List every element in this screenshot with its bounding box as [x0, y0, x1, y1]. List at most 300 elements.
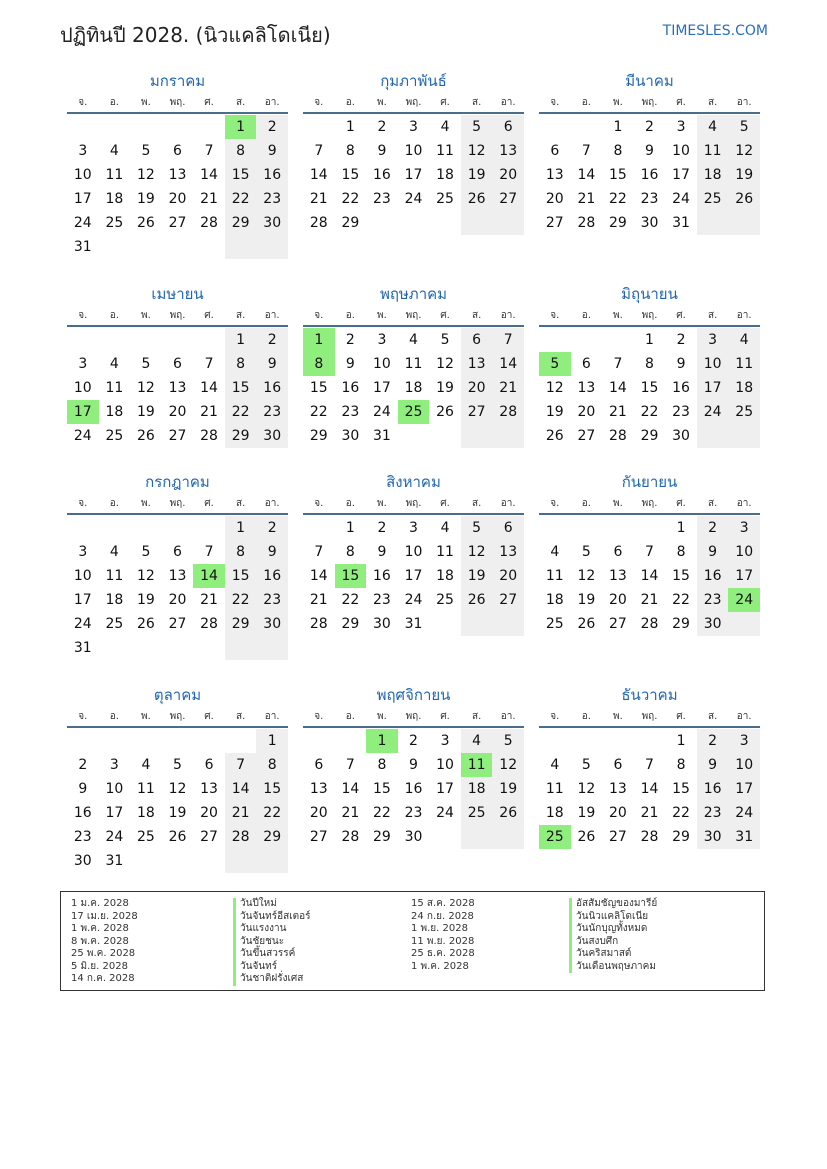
- day-cell: 17: [728, 564, 760, 588]
- day-cell: 23: [404, 805, 423, 821]
- day-cell: 10: [73, 167, 92, 183]
- day-cell: 29: [672, 616, 690, 632]
- day-cell: 1: [645, 332, 654, 348]
- day-cell: 28: [200, 428, 218, 444]
- legend-date: 1 พ.ย. 2028: [411, 923, 468, 934]
- day-cell: 1: [676, 520, 686, 536]
- empty-cell: [539, 115, 571, 139]
- day-cell: 23: [697, 801, 729, 825]
- empty-cell: [256, 849, 288, 873]
- day-cell: 21: [341, 805, 360, 821]
- day-cell: 30: [672, 428, 690, 444]
- weekday-label: อ.: [345, 96, 355, 108]
- weekday-label: ศ.: [440, 710, 450, 722]
- day-cell: 1: [613, 119, 623, 135]
- day-cell: 2: [345, 332, 355, 348]
- weekday-label: พฤ.: [169, 96, 186, 108]
- day-cell: 6: [581, 356, 591, 372]
- day-cell: 6: [461, 328, 493, 352]
- day-cell: 4: [109, 143, 119, 159]
- day-cell: 25: [728, 400, 760, 424]
- day-cell: 24: [73, 428, 92, 444]
- legend-date: 11 พ.ย. 2028: [411, 935, 475, 947]
- day-cell: 28: [309, 616, 328, 632]
- day-cell: 13: [609, 568, 627, 584]
- day-cell: 16: [672, 380, 690, 396]
- day-cell: 21: [200, 592, 218, 608]
- day-cell: 16: [341, 380, 360, 396]
- day-cell: 17: [436, 781, 454, 797]
- day-cell: 5: [492, 729, 524, 753]
- legend-date: 25 พ.ค. 2028: [71, 948, 136, 959]
- day-cell: 27: [461, 400, 493, 424]
- day-cell: 14: [341, 781, 360, 797]
- empty-cell: [571, 115, 603, 139]
- day-cell: 3: [78, 143, 88, 159]
- day-cell: 21: [200, 191, 218, 207]
- empty-cell: [429, 612, 461, 636]
- legend-holiday-name: วันเดือนพฤษภาคม: [569, 961, 657, 974]
- weekday-label: พ.: [141, 497, 151, 509]
- day-cell: 28: [225, 825, 257, 849]
- day-cell: 3: [697, 328, 729, 352]
- day-cell: 23: [256, 588, 288, 612]
- day-cell: 23: [373, 592, 391, 608]
- day-cell: 22: [225, 187, 257, 211]
- weekday-label: พฤ.: [405, 309, 422, 321]
- day-cell: 23: [256, 187, 288, 211]
- day-cell: 17: [728, 777, 760, 801]
- day-cell: 5: [141, 356, 151, 372]
- empty-cell: [366, 211, 398, 235]
- day-cell: 29: [373, 829, 391, 845]
- day-cell: 1: [676, 733, 686, 749]
- day-cell: 8: [345, 143, 355, 159]
- weekday-header: [67, 493, 288, 515]
- day-cell: 1: [225, 115, 257, 139]
- day-cell: 15: [225, 163, 257, 187]
- weekday-label: พฤ.: [641, 710, 658, 722]
- empty-cell: [461, 612, 493, 636]
- month-block: [303, 684, 524, 849]
- day-cell: 1: [303, 328, 335, 352]
- empty-cell: [225, 849, 257, 873]
- day-cell: 29: [341, 215, 360, 231]
- day-cell: 16: [256, 163, 288, 187]
- day-cell: 24: [373, 404, 391, 420]
- legend-date: 5 มิ.ย. 2028: [71, 960, 128, 972]
- day-cell: 5: [728, 115, 760, 139]
- empty-cell: [99, 115, 131, 139]
- weekday-header: [303, 493, 524, 515]
- day-cell: 9: [78, 781, 88, 797]
- day-grid: [67, 115, 288, 259]
- day-cell: 12: [168, 781, 187, 797]
- day-cell: 9: [256, 540, 288, 564]
- day-cell: 2: [377, 119, 387, 135]
- weekday-label: อ.: [109, 309, 119, 321]
- day-cell: 22: [672, 805, 690, 821]
- empty-cell: [67, 115, 99, 139]
- day-cell: 10: [404, 143, 423, 159]
- day-cell: 18: [105, 404, 124, 420]
- day-cell: 15: [373, 781, 391, 797]
- weekday-header: [539, 305, 760, 327]
- empty-cell: [256, 636, 288, 660]
- day-cell: 20: [200, 805, 218, 821]
- weekday-label: ส.: [471, 96, 482, 108]
- weekday-label: อา.: [500, 710, 516, 722]
- day-cell: 9: [409, 757, 418, 773]
- legend-date: 14 ก.ค. 2028: [71, 973, 135, 984]
- day-cell: 5: [581, 544, 591, 560]
- day-grid: [303, 516, 524, 636]
- day-cell: 19: [728, 163, 760, 187]
- day-cell: 11: [697, 139, 729, 163]
- month-block: [539, 70, 760, 235]
- day-cell: 10: [672, 143, 690, 159]
- day-cell: 7: [645, 757, 654, 773]
- day-cell: 27: [577, 428, 596, 444]
- day-cell: 20: [492, 163, 524, 187]
- day-cell: 10: [373, 356, 391, 372]
- empty-cell: [162, 636, 194, 660]
- day-cell: 14: [640, 781, 659, 797]
- day-cell: 15: [672, 568, 690, 584]
- day-cell: 18: [404, 380, 423, 396]
- legend-holiday-name: วันนิวแคลิโดเนีย: [569, 911, 657, 924]
- empty-cell: [634, 516, 666, 540]
- day-cell: 28: [492, 400, 524, 424]
- day-cell: 12: [461, 139, 493, 163]
- day-cell: 7: [314, 143, 324, 159]
- day-cell: 4: [550, 544, 560, 560]
- weekday-label: พฤ.: [641, 96, 658, 108]
- empty-cell: [335, 729, 367, 753]
- empty-cell: [539, 516, 571, 540]
- day-cell: 20: [461, 376, 493, 400]
- day-cell: 6: [613, 757, 623, 773]
- day-cell: 2: [256, 516, 288, 540]
- day-cell: 23: [373, 191, 391, 207]
- day-cell: 19: [545, 404, 564, 420]
- empty-cell: [571, 328, 603, 352]
- empty-cell: [99, 636, 131, 660]
- day-cell: 1: [366, 729, 398, 753]
- day-cell: 30: [697, 825, 729, 849]
- weekday-label: ส.: [235, 96, 246, 108]
- day-cell: 11: [105, 167, 124, 183]
- month-name: พฤษภาคม: [379, 285, 448, 303]
- day-grid: [539, 328, 760, 448]
- weekday-label: จ.: [314, 710, 324, 722]
- weekday-label: พ.: [377, 96, 387, 108]
- day-cell: 26: [436, 404, 454, 420]
- day-cell: 18: [436, 167, 454, 183]
- weekday-label: ส.: [707, 497, 718, 509]
- weekday-label: พ.: [613, 309, 623, 321]
- empty-cell: [492, 211, 524, 235]
- month-block: [67, 471, 288, 660]
- day-cell: 13: [609, 781, 627, 797]
- empty-cell: [492, 612, 524, 636]
- day-cell: 12: [461, 540, 493, 564]
- day-cell: 31: [73, 239, 92, 255]
- day-cell: 22: [373, 805, 391, 821]
- day-cell: 9: [377, 143, 387, 159]
- weekday-label: อ.: [345, 710, 355, 722]
- day-cell: 10: [728, 540, 760, 564]
- weekday-label: ศ.: [676, 497, 686, 509]
- legend-date: 1 พ.ค. 2028: [411, 960, 469, 972]
- legend-holiday-name: วันคริสมาสต์: [569, 948, 657, 961]
- day-cell: 8: [676, 757, 686, 773]
- day-cell: 14: [309, 568, 328, 584]
- weekday-label: พฤ.: [169, 497, 186, 509]
- day-cell: 27: [492, 187, 524, 211]
- day-cell: 24: [404, 191, 423, 207]
- day-cell: 12: [492, 753, 524, 777]
- day-cell: 26: [461, 187, 493, 211]
- month-name: มิถุนายน: [621, 285, 678, 303]
- day-cell: 19: [577, 805, 596, 821]
- day-cell: 25: [398, 400, 430, 424]
- weekday-label: อา.: [264, 497, 280, 509]
- weekday-label: จ.: [314, 497, 324, 509]
- day-cell: 25: [436, 191, 454, 207]
- legend-holiday-name: วันขึ้นสวรรค์: [233, 948, 311, 961]
- day-grid: [539, 516, 760, 636]
- weekday-label: จ.: [78, 96, 88, 108]
- weekday-label: จ.: [550, 497, 560, 509]
- empty-cell: [162, 328, 194, 352]
- day-cell: 23: [672, 404, 690, 420]
- day-cell: 28: [200, 215, 218, 231]
- day-cell: 23: [341, 404, 360, 420]
- day-cell: 23: [640, 191, 659, 207]
- empty-cell: [602, 328, 634, 352]
- day-cell: 14: [309, 167, 328, 183]
- day-cell: 25: [105, 215, 124, 231]
- day-cell: 13: [492, 139, 524, 163]
- day-cell: 11: [105, 568, 124, 584]
- day-cell: 2: [256, 115, 288, 139]
- weekday-label: จ.: [550, 96, 560, 108]
- weekday-label: พฤ.: [169, 309, 186, 321]
- month-name: พฤศจิกายน: [376, 686, 451, 704]
- day-cell: 3: [728, 516, 760, 540]
- day-cell: 18: [545, 592, 564, 608]
- day-cell: 19: [461, 163, 493, 187]
- empty-cell: [99, 729, 131, 753]
- day-cell: 11: [728, 352, 760, 376]
- day-cell: 17: [697, 376, 729, 400]
- weekday-label: อา.: [500, 96, 516, 108]
- day-cell: 28: [640, 616, 659, 632]
- legend-date: 17 เม.ย. 2028: [71, 910, 138, 922]
- weekday-header: [303, 706, 524, 728]
- day-grid: [303, 115, 524, 235]
- day-cell: 10: [404, 544, 423, 560]
- weekday-label: จ.: [78, 710, 88, 722]
- day-cell: 4: [109, 544, 119, 560]
- day-cell: 14: [193, 564, 225, 588]
- day-cell: 7: [581, 143, 591, 159]
- day-cell: 22: [640, 404, 659, 420]
- day-cell: 20: [577, 404, 596, 420]
- empty-cell: [162, 849, 194, 873]
- day-cell: 25: [105, 616, 124, 632]
- day-cell: 12: [137, 380, 155, 396]
- day-cell: 16: [256, 376, 288, 400]
- day-cell: 29: [341, 616, 360, 632]
- weekday-label: พฤ.: [641, 497, 658, 509]
- day-cell: 31: [404, 616, 423, 632]
- weekday-label: อ.: [345, 309, 355, 321]
- day-cell: 30: [341, 428, 360, 444]
- day-cell: 25: [436, 592, 454, 608]
- weekday-label: จ.: [314, 96, 324, 108]
- month-block: [539, 471, 760, 636]
- day-cell: 29: [256, 825, 288, 849]
- day-cell: 30: [373, 616, 391, 632]
- weekday-label: อ.: [581, 710, 591, 722]
- day-grid: [303, 328, 524, 448]
- day-grid: [67, 516, 288, 660]
- weekday-label: อา.: [736, 96, 752, 108]
- weekday-header: [539, 92, 760, 114]
- empty-cell: [193, 729, 225, 753]
- day-cell: 24: [404, 592, 423, 608]
- day-cell: 28: [200, 616, 218, 632]
- month-block: [67, 283, 288, 448]
- day-cell: 8: [676, 544, 686, 560]
- empty-cell: [492, 825, 524, 849]
- month-name: มีนาคม: [625, 72, 674, 90]
- day-cell: 10: [436, 757, 454, 773]
- day-cell: 3: [109, 757, 119, 773]
- month-name: ธันวาคม: [621, 686, 678, 704]
- day-cell: 3: [409, 520, 418, 536]
- weekday-label: พ.: [141, 309, 151, 321]
- day-cell: 17: [67, 400, 99, 424]
- empty-cell: [461, 424, 493, 448]
- day-cell: 3: [377, 332, 387, 348]
- day-grid: [539, 115, 760, 235]
- day-cell: 20: [609, 805, 627, 821]
- weekday-label: ส.: [471, 710, 482, 722]
- day-cell: 2: [645, 119, 654, 135]
- day-cell: 9: [697, 753, 729, 777]
- month-name: กรกฎาคม: [145, 473, 210, 491]
- day-cell: 31: [728, 825, 760, 849]
- day-cell: 11: [404, 356, 423, 372]
- weekday-header: [67, 305, 288, 327]
- day-cell: 17: [404, 568, 423, 584]
- legend-names-1: [233, 898, 311, 986]
- day-cell: 31: [73, 640, 92, 656]
- day-cell: 26: [137, 616, 155, 632]
- weekday-label: พ.: [377, 710, 387, 722]
- day-grid: [67, 328, 288, 448]
- day-cell: 18: [728, 376, 760, 400]
- day-cell: 27: [492, 588, 524, 612]
- day-cell: 7: [492, 328, 524, 352]
- day-cell: 15: [256, 777, 288, 801]
- weekday-label: พฤ.: [641, 309, 658, 321]
- empty-cell: [728, 211, 760, 235]
- day-cell: 11: [137, 781, 155, 797]
- empty-cell: [67, 328, 99, 352]
- day-cell: 15: [225, 376, 257, 400]
- day-cell: 19: [137, 592, 155, 608]
- empty-cell: [225, 235, 257, 259]
- day-cell: 29: [225, 211, 257, 235]
- day-cell: 3: [409, 119, 418, 135]
- day-cell: 9: [697, 540, 729, 564]
- day-cell: 28: [609, 428, 627, 444]
- day-cell: 24: [73, 616, 92, 632]
- day-cell: 3: [78, 544, 88, 560]
- empty-cell: [99, 516, 131, 540]
- day-cell: 10: [73, 568, 92, 584]
- day-cell: 21: [640, 592, 659, 608]
- weekday-label: ศ.: [204, 497, 214, 509]
- day-cell: 4: [440, 119, 450, 135]
- day-cell: 26: [137, 428, 155, 444]
- weekday-label: อ.: [581, 309, 591, 321]
- day-cell: 30: [697, 612, 729, 636]
- day-cell: 9: [377, 544, 387, 560]
- day-cell: 4: [461, 729, 493, 753]
- empty-cell: [193, 636, 225, 660]
- day-cell: 25: [545, 616, 564, 632]
- day-cell: 20: [168, 592, 187, 608]
- empty-cell: [130, 235, 162, 259]
- day-cell: 22: [225, 400, 257, 424]
- day-cell: 17: [73, 191, 92, 207]
- day-cell: 18: [461, 777, 493, 801]
- day-cell: 30: [404, 829, 423, 845]
- day-cell: 8: [256, 753, 288, 777]
- empty-cell: [256, 235, 288, 259]
- day-cell: 19: [436, 380, 454, 396]
- day-cell: 21: [640, 805, 659, 821]
- day-cell: 19: [137, 404, 155, 420]
- day-cell: 14: [640, 568, 659, 584]
- weekday-label: อา.: [500, 309, 516, 321]
- empty-cell: [162, 235, 194, 259]
- brand-link[interactable]: TIMESLES.COM: [662, 23, 768, 39]
- day-cell: 24: [105, 829, 124, 845]
- day-cell: 19: [577, 592, 596, 608]
- month-block: [67, 684, 288, 873]
- weekday-label: ศ.: [440, 309, 450, 321]
- day-cell: 27: [545, 215, 564, 231]
- legend-names-2: [569, 898, 657, 973]
- day-cell: 7: [314, 544, 324, 560]
- day-cell: 8: [613, 143, 623, 159]
- day-cell: 26: [168, 829, 187, 845]
- day-cell: 11: [545, 781, 564, 797]
- day-cell: 9: [345, 356, 355, 372]
- day-cell: 27: [609, 616, 627, 632]
- day-cell: 21: [225, 801, 257, 825]
- day-cell: 6: [550, 143, 560, 159]
- day-cell: 23: [256, 400, 288, 424]
- empty-cell: [99, 235, 131, 259]
- day-cell: 16: [373, 167, 391, 183]
